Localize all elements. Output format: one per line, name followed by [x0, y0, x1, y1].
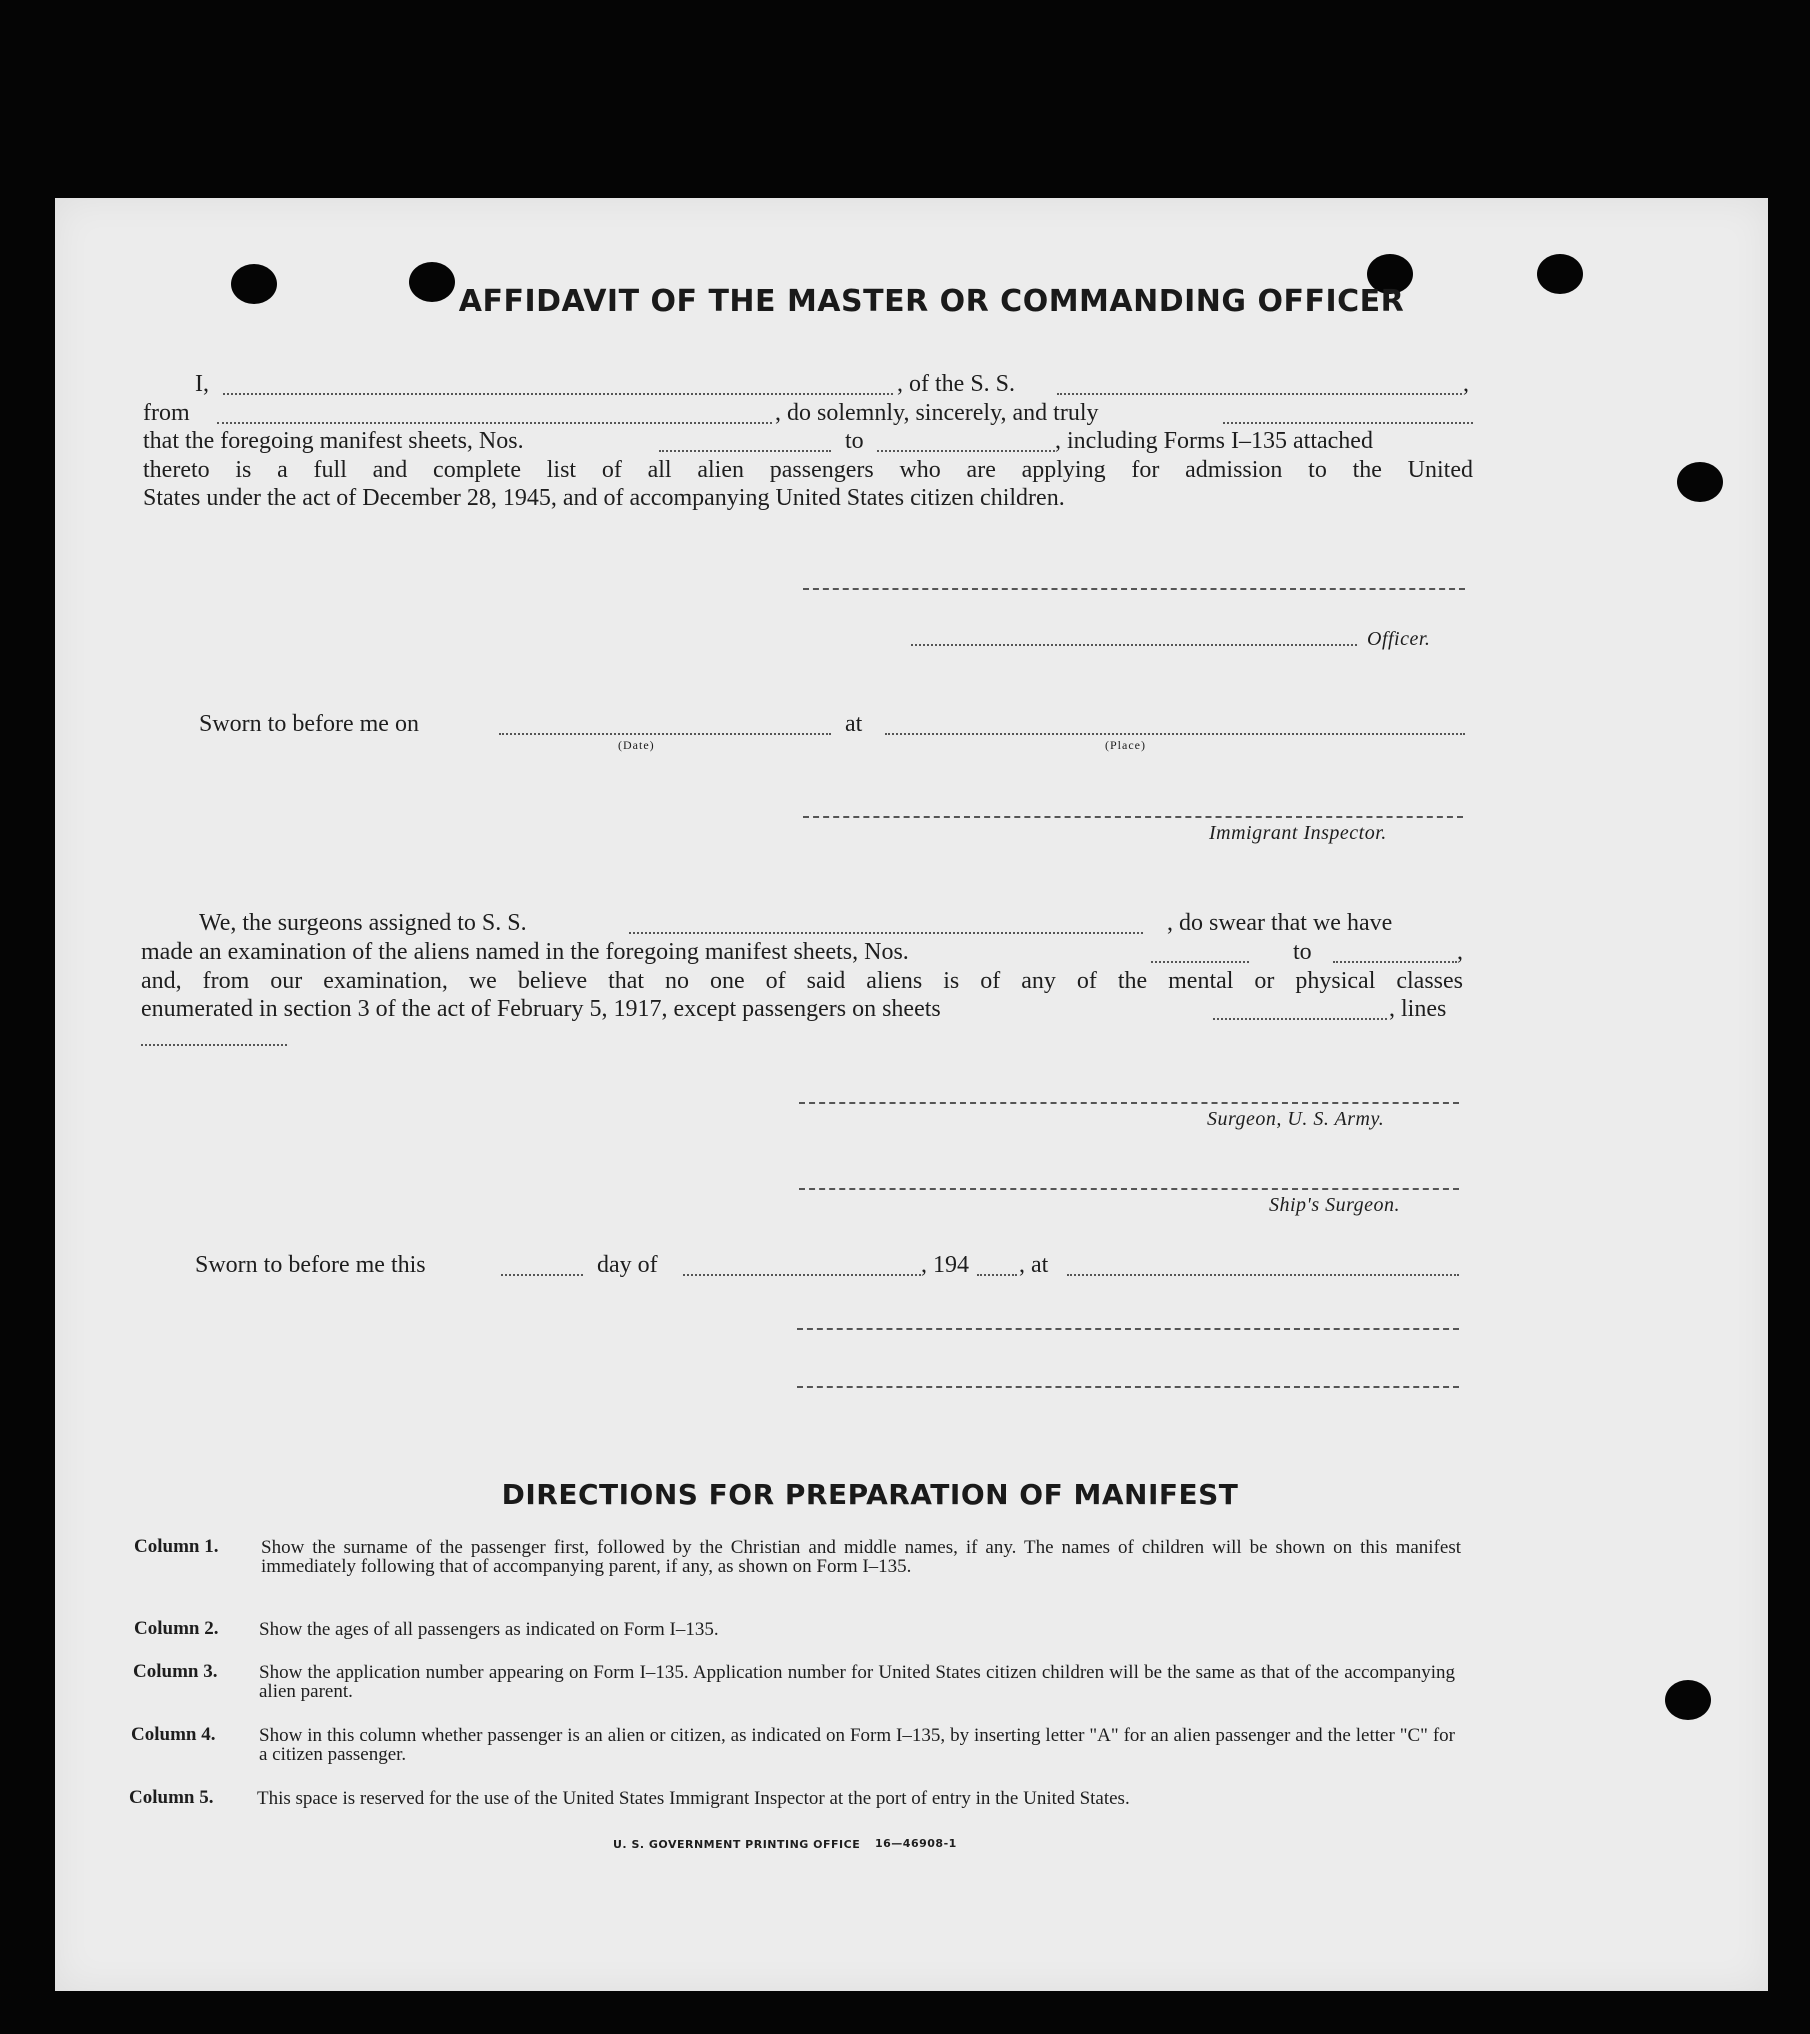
do-solemnly-text: , do solemnly, sincerely, and truly — [775, 400, 1099, 426]
surgeons-ship-field[interactable] — [629, 932, 1143, 934]
sworn-day-field[interactable] — [501, 1274, 583, 1276]
surgeons-line-4: enumerated in section 3 of the act of February 5, 1917, except passengers on sheets — [141, 996, 941, 1022]
form-number: 16—46908-1 — [875, 1837, 957, 1850]
truly-field[interactable] — [1223, 422, 1473, 424]
surgeon-sheets-from-field[interactable] — [1151, 961, 1249, 963]
sworn-at-text: at — [845, 711, 863, 737]
directions-title: DIRECTIONS FOR PREPARATION OF MANIFEST — [501, 1478, 1239, 1511]
ship-name-field[interactable] — [1057, 393, 1462, 395]
ships-surgeon-signature-line[interactable] — [799, 1188, 1459, 1190]
do-swear-text: , do swear that we have — [1167, 910, 1393, 936]
day-of-text: day of — [597, 1252, 658, 1278]
comma-text: , — [1463, 371, 1469, 397]
of-ss-text: , of the S. S. — [897, 371, 1016, 397]
sworn-at-2-text: , at — [1019, 1252, 1049, 1278]
inspector-signature-line[interactable] — [803, 816, 1463, 818]
column-4-text: Show in this column whether passenger is an alien or citizen, as indicated on Form I–135, by inserting letter "A" for an alien passenger and the letter "C" for a citizen passenger. — [259, 1725, 1455, 1765]
date-caption: (Date) — [618, 738, 655, 752]
surgeons-line-3: and, from our examination, we believe that no one of said aliens is of any of the mental or physical classes — [141, 968, 1463, 994]
column-5-label: Column 5. — [129, 1787, 214, 1808]
inspector-title-line[interactable] — [797, 1386, 1459, 1388]
inspector-signature-line-2[interactable] — [797, 1328, 1459, 1330]
affidavit-line-5: States under the act of December 28, 1945, and of accompanying United States citizen children. — [143, 485, 1065, 511]
printer-credit: U. S. GOVERNMENT PRINTING OFFICE — [613, 1838, 861, 1851]
punch-hole — [1677, 462, 1723, 502]
column-3-text: Show the application number appearing on Form I–135. Application number for United States citizen children will be the same as that of the accompanying alien parent. — [259, 1662, 1455, 1702]
sheets-from-field[interactable] — [659, 450, 831, 452]
column-5-text: This space is reserved for the use of the United States Immigrant Inspector at the port of entry in the United States. — [257, 1788, 1130, 1809]
from-field[interactable] — [217, 422, 772, 424]
surgeon-to-text: to — [1293, 939, 1312, 965]
except-sheets-field[interactable] — [1213, 1018, 1387, 1020]
affidavit-line-4: thereto is a full and complete list of all alien passengers who are applying for admission to the United — [143, 457, 1473, 483]
to-text: to — [845, 428, 864, 454]
place-caption: (Place) — [1105, 738, 1146, 752]
surgeon-comma-text: , — [1457, 939, 1463, 965]
sworn-month-field[interactable] — [683, 1274, 921, 1276]
sworn-place-field[interactable] — [885, 733, 1465, 735]
sworn-year-field[interactable] — [977, 1274, 1017, 1276]
made-examination-text: made an examination of the aliens named in the foregoing manifest sheets, Nos. — [141, 939, 909, 965]
surgeon-sheets-to-field[interactable] — [1333, 961, 1457, 963]
immigrant-inspector-label: Immigrant Inspector. — [1209, 822, 1387, 844]
officer-label: Officer. — [1367, 628, 1431, 650]
from-text: from — [143, 400, 190, 426]
affidavit-i: I, — [195, 371, 209, 397]
punch-hole — [1665, 1680, 1711, 1720]
ships-surgeon-label: Ship's Surgeon. — [1269, 1194, 1401, 1216]
year-text: , 194 — [921, 1252, 969, 1278]
column-2-label: Column 2. — [134, 1618, 219, 1639]
officer-signature-line[interactable] — [911, 644, 1357, 646]
sworn-date-field[interactable] — [499, 733, 831, 735]
column-2-text: Show the ages of all passengers as indicated on Form I–135. — [259, 1619, 719, 1640]
surgeons-assigned-text: We, the surgeons assigned to S. S. — [199, 910, 527, 936]
sworn-place-2-field[interactable] — [1067, 1274, 1459, 1276]
master-signature-line[interactable] — [803, 588, 1465, 590]
sheets-to-field[interactable] — [877, 450, 1055, 452]
surgeon-army-label: Surgeon, U. S. Army. — [1207, 1108, 1385, 1130]
sworn-this-text: Sworn to before me this — [195, 1252, 426, 1278]
column-3-label: Column 3. — [133, 1661, 218, 1682]
except-lines-field[interactable] — [141, 1044, 287, 1046]
column-1-label: Column 1. — [134, 1536, 219, 1557]
column-1-text: Show the surname of the passenger first, followed by the Christian and middle names, if any. The names of children will be shown on this manifest immediately following that of accompanying parent, if any, as shown on Form I–135. — [261, 1537, 1461, 1577]
sworn-on-text: Sworn to before me on — [199, 711, 419, 737]
including-text: , including Forms I–135 attached — [1055, 428, 1373, 454]
foregoing-sheets-text: that the foregoing manifest sheets, Nos. — [143, 428, 524, 454]
name-field[interactable] — [223, 393, 893, 395]
lines-text: , lines — [1389, 996, 1447, 1022]
army-surgeon-signature-line[interactable] — [799, 1102, 1459, 1104]
document-page — [55, 198, 1768, 1991]
column-4-label: Column 4. — [131, 1724, 216, 1745]
affidavit-title: AFFIDAVIT OF THE MASTER OR COMMANDING OFFICER — [458, 284, 1405, 319]
